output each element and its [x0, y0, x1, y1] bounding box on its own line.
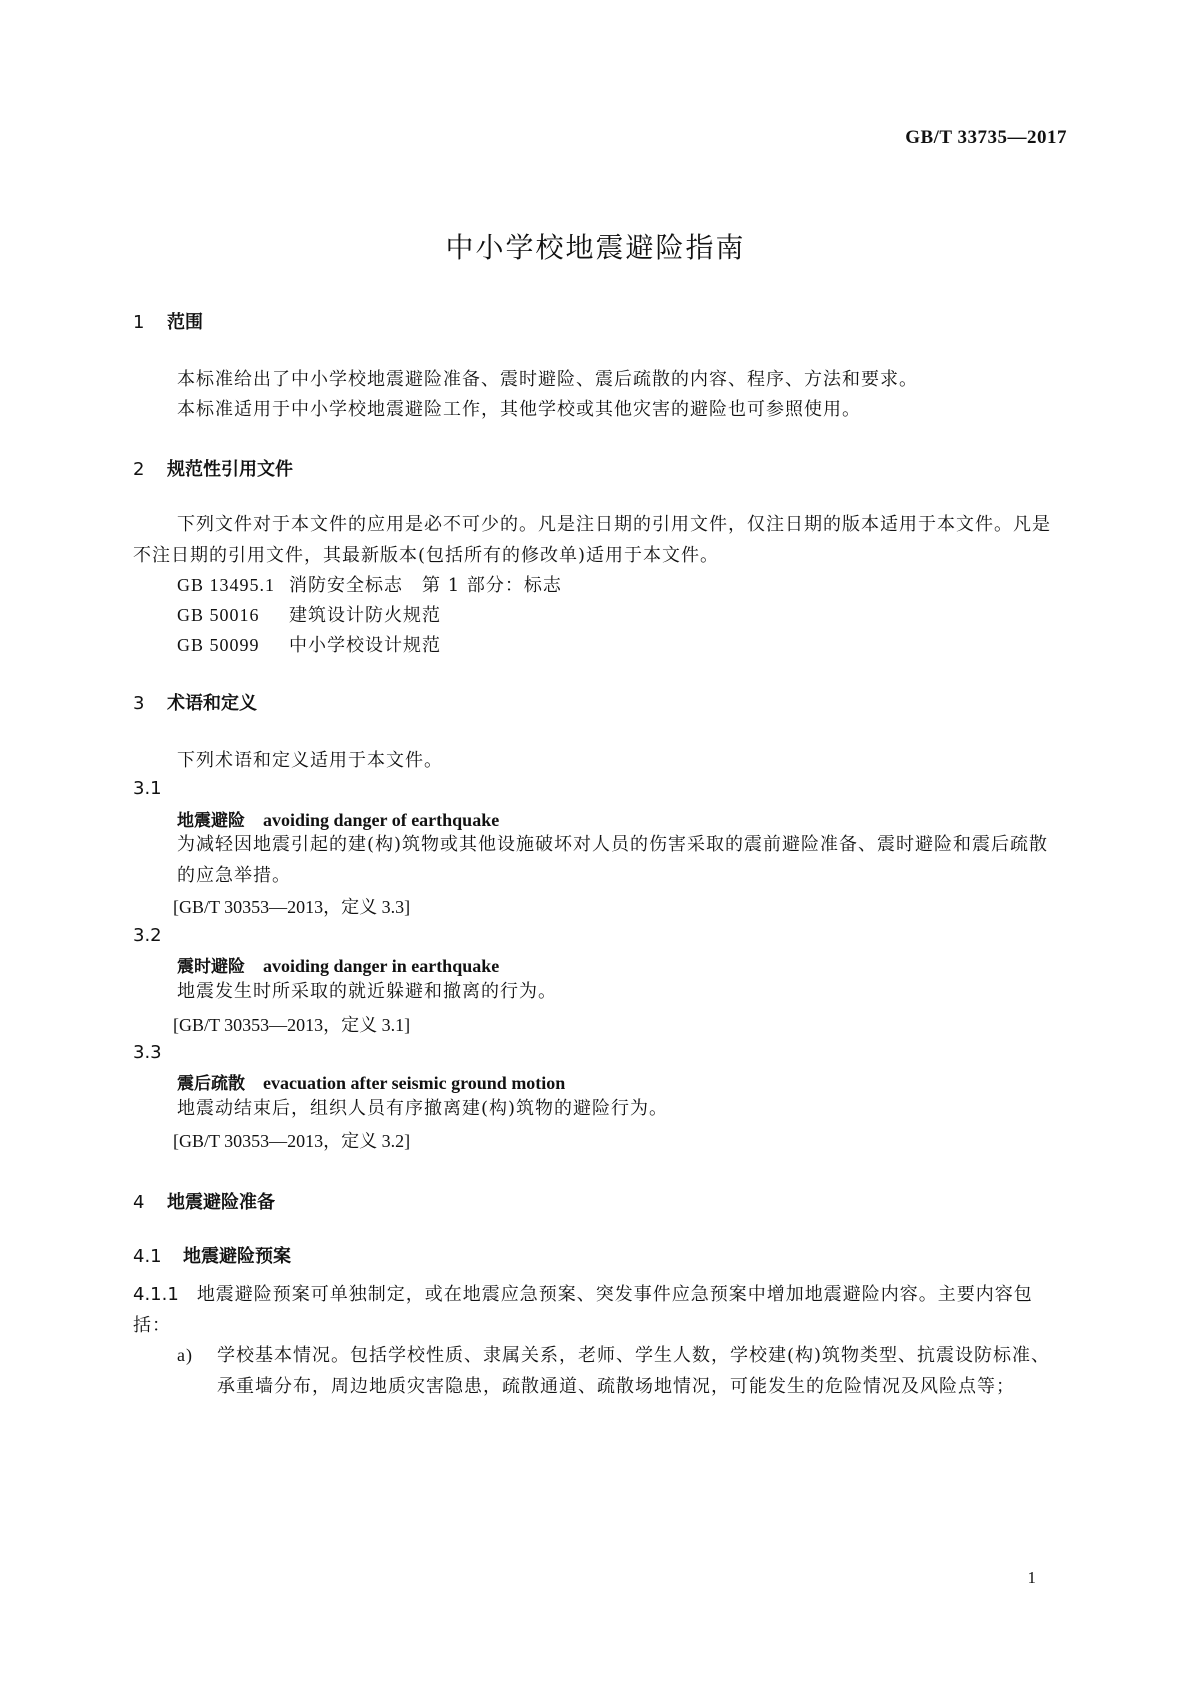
term-definition: 为减轻因地震引起的建(构)筑物或其他设施破坏对人员的伤害采取的震前避险准备、震时避险和震后疏散的应急举措。	[177, 834, 1049, 886]
term-english: avoiding danger in earthquake	[263, 956, 500, 976]
subsection-number: 4.1	[133, 1246, 162, 1267]
clause-text: 地震避险预案可单独制定，或在地震应急预案、突发事件应急预案中增加地震避险内容。主要内容包括：	[133, 1284, 1033, 1336]
list-item	[177, 1340, 1058, 1402]
reference-title: 建筑设计防火规范	[289, 605, 441, 626]
term-source: [GB/T 30353—2013，定义 3.2]	[173, 1131, 411, 1151]
clause-number: 4.1.1	[133, 1284, 179, 1305]
section-1-heading	[133, 308, 203, 334]
term-heading	[177, 1069, 565, 1094]
list-marker: a)	[177, 1345, 193, 1365]
section-number: 3	[133, 693, 145, 714]
page-number: 1	[1027, 1568, 1036, 1587]
term-definition: 地震动结束后，组织人员有序撤离建(构)筑物的避险行为。	[177, 1098, 669, 1119]
reference-item	[177, 631, 441, 657]
term-chinese: 震后疏散	[177, 1074, 245, 1094]
term-english: avoiding danger of earthquake	[263, 810, 500, 830]
paragraph: 下列术语和定义适用于本文件。	[177, 750, 443, 771]
reference-title: 中小学校设计规范	[289, 635, 441, 656]
term-source: [GB/T 30353—2013，定义 3.3]	[173, 897, 411, 917]
term-english: evacuation after seismic ground motion	[263, 1073, 566, 1093]
clause-number: 3.2	[133, 925, 162, 946]
paragraph: 本标准给出了中小学校地震避险准备、震时避险、震后疏散的内容、程序、方法和要求。	[177, 369, 918, 390]
standard-code: GB/T 33735—2017	[905, 127, 1067, 148]
reference-item	[177, 601, 441, 627]
term-definition: 地震发生时所采取的就近躲避和撤离的行为。	[177, 981, 557, 1002]
clause-4-1-1	[133, 1279, 1058, 1341]
reference-code: GB 50099	[177, 635, 260, 655]
document-title: 中小学校地震避险指南	[445, 231, 746, 264]
list-item-text: 学校基本情况。包括学校性质、隶属关系，老师、学生人数，学校建(构)筑物类型、抗震设防标准、承重墙分布，周边地质灾害隐患，疏散通道、疏散场地情况，可能发生的危险情况及风险点等；	[217, 1345, 1051, 1397]
term-source: [GB/T 30353—2013，定义 3.1]	[173, 1015, 411, 1035]
reference-code: GB 13495.1	[177, 575, 276, 595]
section-3-heading	[133, 689, 257, 715]
section-number: 1	[133, 312, 145, 333]
reference-title: 消防安全标志 第 1 部分：标志	[289, 575, 562, 596]
reference-item	[177, 571, 562, 597]
term-chinese: 震时避险	[177, 957, 245, 977]
section-title: 规范性引用文件	[167, 459, 293, 480]
section-title: 地震避险准备	[167, 1192, 275, 1213]
paragraph: 下列文件对于本文件的应用是必不可少的。凡是注日期的引用文件，仅注日期的版本适用于本文件。凡是不注日期的引用文件，其最新版本(包括所有的修改单)适用于本文件。	[133, 514, 1051, 566]
subsection-title: 地震避险预案	[183, 1246, 291, 1267]
section-4-heading	[133, 1188, 275, 1214]
section-number: 2	[133, 459, 145, 480]
term-chinese: 地震避险	[177, 811, 245, 831]
term-heading	[177, 952, 499, 977]
subsection-4-1-heading	[133, 1242, 291, 1268]
section-title: 术语和定义	[167, 693, 257, 714]
clause-number: 3.3	[133, 1042, 162, 1063]
term-heading	[177, 806, 499, 831]
section-number: 4	[133, 1192, 145, 1213]
section-2-heading	[133, 455, 293, 481]
reference-code: GB 50016	[177, 605, 260, 625]
section-title: 范围	[167, 312, 203, 333]
clause-number: 3.1	[133, 778, 162, 799]
paragraph: 本标准适用于中小学校地震避险工作，其他学校或其他灾害的避险也可参照使用。	[177, 399, 861, 420]
